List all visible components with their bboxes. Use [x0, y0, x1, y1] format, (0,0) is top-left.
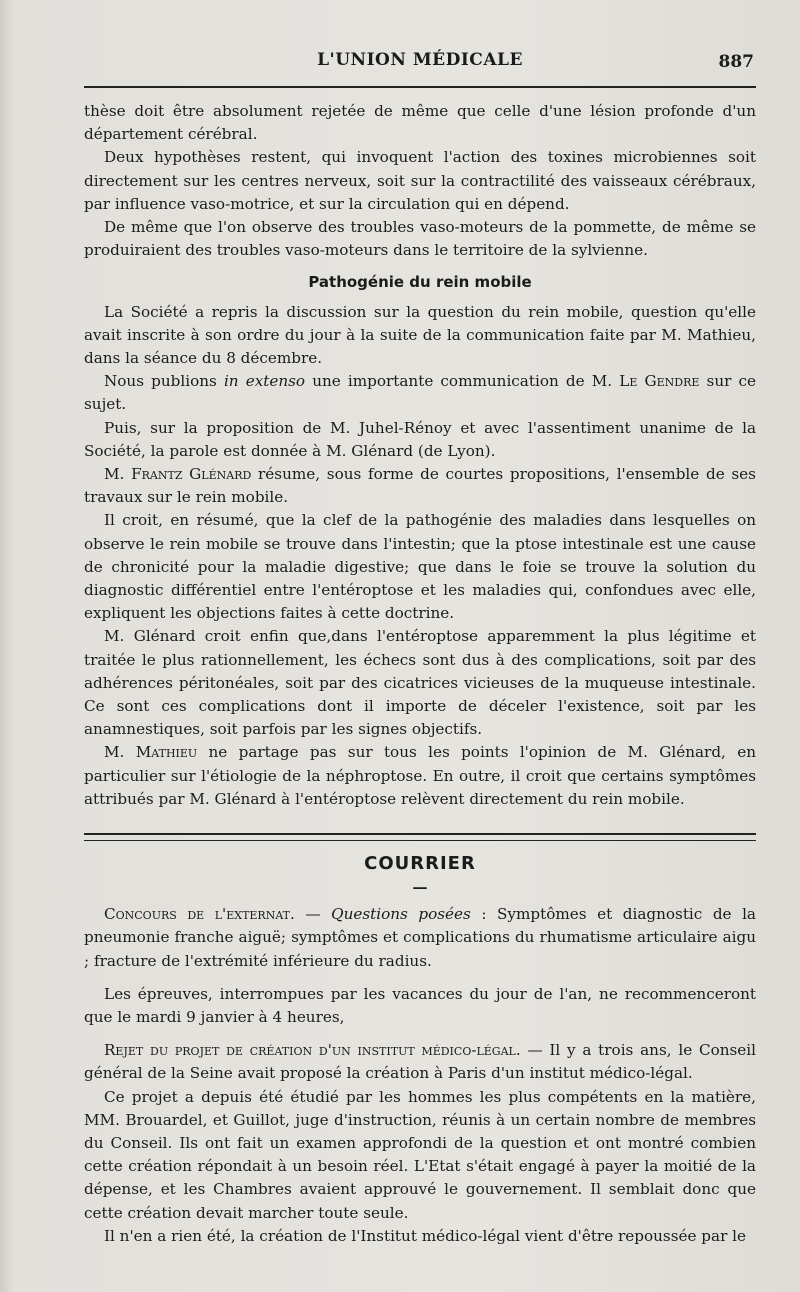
paragraph: De même que l'on observe des troubles vaso-moteurs de la pommette, de même se produiraient des troubles vaso-moteurs dans le territoire de la sylvienne. — [84, 218, 756, 260]
text-run: une importante communication de M. — [305, 372, 620, 391]
paragraph: Puis, sur la proposition de M. Juhel-Rénoy et avec l'assentiment unanime de la Société, la parole est donnée à M. Glénard (de Lyon). — [84, 418, 756, 460]
courrier-title: COURRIER — [364, 853, 476, 875]
paragraph — [84, 1039, 756, 1085]
spacer — [84, 1029, 756, 1039]
paragraph — [84, 370, 756, 416]
paragraph: La Société a repris la discussion sur la question du rein mobile, question qu'elle avait inscrite à son ordre du jour à la suite de la communication faite par M. Mathieu, dans la séance du 8 décembre. — [84, 302, 756, 368]
rubric-heading: Rejet du projet de création d'un institut médico-légal. — [104, 1041, 521, 1060]
running-head: L'UNION MÉDICALE — [317, 50, 523, 70]
paragraph — [84, 903, 756, 973]
text-run: — Il y a trois ans, le Conseil général de la Seine avait proposé la création à Paris d'un institut médico-légal. — [84, 1041, 756, 1083]
paragraph: Ce projet a depuis été étudié par les hommes les plus compétents en la matière, MM. Brouardel, et Guillot, juge d'instruction, réunis à un certain nombre de membres du Conseil. Ils ont fait un examen approfondi de la question et ont montré combien cette création répondait à un besoin réel. L'Etat s'était engagé à payer la moitié de la dépense, et les Chambres avaient approuvé le gouvernement. Il semblait donc que cette création devait marcher toute seule. — [84, 1087, 756, 1222]
spacer — [84, 973, 756, 983]
page-number: 887 — [718, 52, 754, 72]
italic-text: in extenso — [223, 372, 306, 391]
rubric-heading: Concours de l'externat. — [104, 905, 295, 924]
text-run: ne partage pas sur tous les points l'opinion de M. Glénard, en particulier sur l'étiologie de la néphroptose. En outre, il croit que certains symptômes attribués par M. Glénard à l'entéroptose relèvent directement du rein mobile. — [84, 743, 756, 808]
author-name: Le Gendre — [619, 372, 700, 391]
section-title: Pathogénie du rein mobile — [308, 273, 532, 292]
text-run: M. — [104, 743, 136, 762]
author-name: Frantz Glénard — [131, 465, 252, 484]
paragraph: Les épreuves, interrompues par les vacances du jour de l'an, ne recommenceront que le mardi 9 janvier à 4 heures, — [84, 984, 756, 1026]
text-run: résume, sous forme de courtes propositions, l'ensemble de ses travaux sur le rein mobile. — [84, 465, 756, 507]
text-run: Nous publions — [104, 372, 224, 391]
text-run: : Symptômes et diagnostic de la pneumonie franche aiguë; symptômes et complications du rhumatisme articulaire aigu ; fracture de l'extrémité inférieure du radius. — [84, 905, 756, 970]
italic-text: Questions posées — [331, 905, 471, 924]
paragraph — [84, 741, 756, 811]
paragraph — [84, 463, 756, 509]
title-dash: — — [412, 878, 428, 897]
paragraph: Il croit, en résumé, que la clef de la pathogénie des maladies dans lesquelles on observe le rein mobile se trouve dans l'intestin; que la ptose intestinale est une cause de chronicité pour la maladie digestive; que dans le foie se trouve la solution du diagnostic différentiel entre l'entéroptose et les maladies qui, confondues avec elle, expliquent les objections faites à cette doctrine. — [84, 511, 756, 623]
header-rule — [84, 86, 756, 88]
paragraph: Deux hypothèses restent, qui invoquent l'action des toxines microbiennes soit directement sur les centres nerveux, soit sur la contractilité des vaisseaux cérébraux, par influence vaso-motrice, et sur la circulation qui en dépend. — [84, 148, 756, 213]
text-run: M. — [104, 465, 132, 484]
paragraph: Il n'en a rien été, la création de l'Institut médico-légal vient d'être repoussée par le — [104, 1226, 747, 1245]
text-run: — — [294, 905, 332, 924]
author-name: Mathieu — [135, 743, 198, 762]
text-run: sur ce sujet. — [84, 372, 756, 414]
paragraph: thèse doit être absolument rejetée de même que celle d'une lésion profonde d'un département cérébral. — [84, 102, 756, 144]
paragraph: M. Glénard croit enfin que,dans l'entéroptose apparemment la plus légitime et traitée le plus rationnellement, les échecs sont dus à des complications, soit par des adhérences péritonéales, soit par des cicatrices vicieuses de la muqueuse intestinale. Ce sont ces complications dont il importe de déceler l'existence, soit par les anamnestiques, soit parfois par les signes objectifs. — [84, 627, 756, 739]
page-body — [84, 100, 756, 1248]
section-divider — [84, 833, 756, 841]
page-header — [0, 46, 800, 76]
